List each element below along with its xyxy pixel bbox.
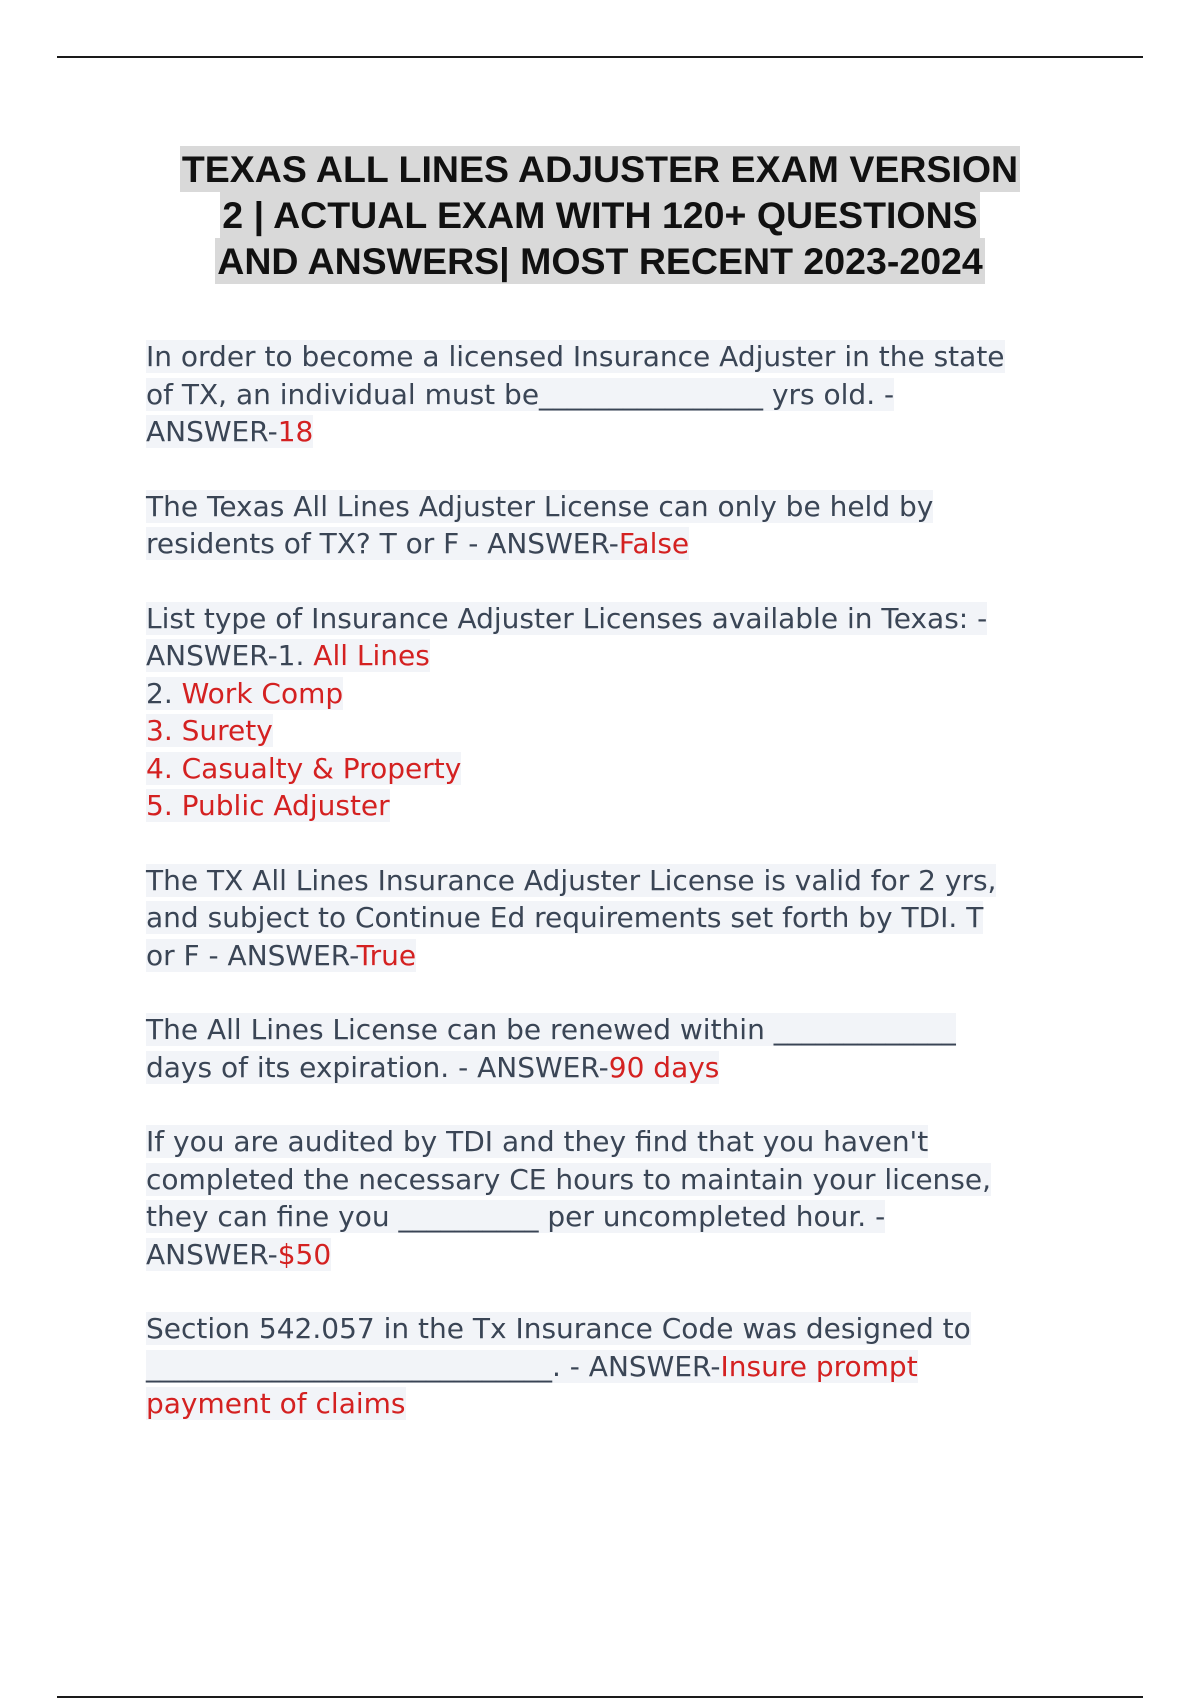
- qa-item-3: [146, 600, 1046, 825]
- answer-item-number: 3.: [146, 714, 173, 747]
- answer-label: ANSWER-: [146, 1237, 278, 1271]
- question-text: they can fine you __________ per uncompleted hour. -: [146, 1200, 886, 1233]
- bottom-rule: [57, 1696, 1143, 1698]
- answer-label: ANSWER-: [146, 415, 278, 448]
- answer-item: Public Adjuster: [181, 789, 390, 822]
- document-title: [100, 146, 1100, 284]
- question-text: _____________________________. - ANSWER-: [146, 1349, 721, 1383]
- answer-item: Casualty & Property: [181, 751, 462, 785]
- question-text: The Texas All Lines Adjuster License can only be held by: [146, 489, 934, 523]
- title-line-1: TEXAS ALL LINES ADJUSTER EXAM VERSION: [181, 148, 1019, 190]
- answer-item: Surety: [181, 714, 273, 747]
- qa-item-1: [146, 338, 1046, 451]
- question-text: In order to become a licensed Insurance Adjuster in the state: [146, 340, 1005, 373]
- answer-text: True: [356, 938, 417, 972]
- question-text: Section 542.057 in the Tx Insurance Code was designed to: [146, 1312, 971, 1345]
- answer-item: All Lines: [313, 639, 430, 672]
- answer-item-number: 5.: [146, 789, 173, 822]
- qa-item-5: [146, 1011, 1046, 1086]
- question-text: The TX All Lines Insurance Adjuster License is valid for 2 yrs,: [146, 863, 997, 897]
- answer-text-continued: payment of claims: [146, 1387, 406, 1420]
- question-text: completed the necessary CE hours to maintain your license,: [146, 1162, 992, 1196]
- answer-text: False: [618, 527, 690, 560]
- question-text: or F - ANSWER-: [146, 938, 357, 972]
- answer-item-number: 2.: [146, 676, 173, 710]
- title-line-3: AND ANSWERS| MOST RECENT 2023-2024: [217, 240, 983, 282]
- answer-item: Work Comp: [181, 676, 344, 710]
- question-text: and subject to Continue Ed requirements set forth by TDI. T: [146, 901, 984, 934]
- question-text: The All Lines License can be renewed within _____________: [146, 1013, 956, 1046]
- answer-label: ANSWER-1.: [146, 639, 314, 672]
- qa-item-7: [146, 1310, 1046, 1423]
- question-text: If you are audited by TDI and they find that you haven't: [146, 1125, 929, 1158]
- qa-item-6: [146, 1123, 1046, 1273]
- answer-text: $50: [277, 1237, 332, 1271]
- qa-item-4: [146, 862, 1046, 975]
- qa-list: [146, 338, 1046, 1460]
- answer-text: 90 days: [608, 1050, 720, 1084]
- answer-text: 18: [277, 415, 314, 448]
- question-text: List type of Insurance Adjuster Licenses available in Texas: -: [146, 601, 988, 635]
- title-line-2: 2 | ACTUAL EXAM WITH 120+ QUESTIONS: [222, 194, 978, 236]
- question-text: residents of TX? T or F - ANSWER-: [146, 527, 619, 560]
- question-text: days of its expiration. - ANSWER-: [146, 1050, 609, 1084]
- top-rule: [57, 56, 1143, 58]
- question-text: of TX, an individual must be________________ yrs old. -: [146, 377, 895, 411]
- qa-item-2: [146, 488, 1046, 563]
- answer-item-number: 4.: [146, 751, 173, 785]
- answer-text: Insure prompt: [720, 1349, 918, 1383]
